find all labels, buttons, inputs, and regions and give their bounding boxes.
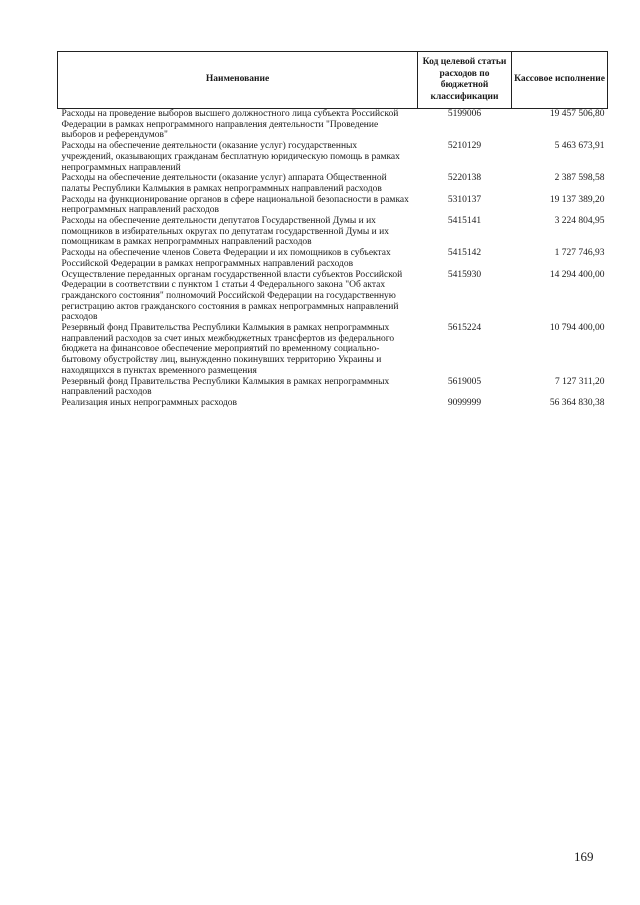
table-body (58, 109, 608, 409)
row-amount-cell: 2 387 598,58 (554, 173, 605, 184)
row-name-cell: Расходы на функционирование органов в сфере национальной безопасности в рамках непрограммных направлений расходов (61, 194, 409, 216)
budget-execution-table (57, 51, 608, 409)
table-row (58, 195, 608, 216)
row-amount-cell: 7 127 311,20 (554, 376, 605, 387)
page-number: 169 (574, 849, 594, 864)
row-name-cell: Расходы на обеспечение деятельности (оказание услуг) аппарата Общественной палаты Республики Калмыкия в рамках непрограммных направлений расходов (61, 173, 387, 194)
table-row (58, 323, 608, 377)
row-name-cell: Расходы на обеспечение членов Совета Федерации и их помощников в субъектах Российской Федерации в рамках непрограммных направлений расходов (61, 248, 391, 269)
row-amount-cell: 10 794 400,00 (549, 323, 605, 334)
row-code-cell: 5220138 (447, 173, 482, 184)
row-amount-cell: 1 727 746,93 (554, 248, 605, 259)
row-code-cell: 5619005 (447, 376, 482, 387)
table-row (58, 173, 608, 194)
table-row (58, 377, 608, 398)
row-code-cell: 5415142 (447, 248, 482, 259)
row-code-cell: 5310137 (447, 194, 482, 205)
table-row (58, 398, 608, 409)
header-amount: Кассовое исполнение (512, 52, 608, 109)
row-name-cell: Резервный фонд Правительства Республики Калмыкия в рамках непрограммных направлений расходов за счет иных межбюджетных трансфертов из федерального бюджета на финансовое обеспечение мероприятий по временному социально-бытовому обустройству лиц, вынужденно покинувших территорию Украины и находящихся в пунктах временного размещения (61, 323, 395, 376)
table-row (58, 109, 608, 142)
row-code-cell: 5615224 (447, 323, 482, 334)
row-code-cell: 9099999 (447, 397, 482, 408)
table-header-row (58, 52, 608, 109)
row-code-cell: 5210129 (447, 141, 482, 152)
row-code-cell: 5199006 (447, 109, 482, 119)
row-amount-cell: 5 463 673,91 (554, 141, 605, 152)
table-row (58, 141, 608, 173)
row-amount-cell: 19 137 389,20 (549, 194, 605, 205)
row-code-cell: 5415141 (447, 216, 482, 227)
header-code: Код целевой статьи расходов по бюджетной классификации (418, 52, 512, 109)
table-row (58, 270, 608, 324)
row-amount-cell: 3 224 804,95 (554, 216, 605, 227)
row-amount-cell: 19 457 506,80 (549, 109, 605, 119)
header-name: Наименование (58, 52, 418, 109)
row-name-cell: Расходы на обеспечение деятельности (оказание услуг) государственных учреждений, оказывающих гражданам бесплатную юридическую помощь в рамках непрограммных направлений (61, 141, 400, 173)
row-name-cell: Расходы на проведение выборов высшего должностного лица субъекта Российской Федерации в рамках непрограммного направления деятельности "Проведение выборов и референдумов" (61, 109, 399, 141)
row-name-cell: Реализация иных непрограммных расходов (61, 397, 238, 408)
table-row (58, 216, 608, 248)
row-name-cell: Расходы на обеспечение деятельности депутатов Государственной Думы и их помощников в избирательных округах по депутатам государственной Думы и их помощникам в рамках непрограммных направлений расходов (61, 216, 389, 248)
row-name-cell: Резервный фонд Правительства Республики Калмыкия в рамках непрограммных направлений расходов (61, 376, 390, 398)
table-row (58, 248, 608, 269)
row-amount-cell: 56 364 830,38 (549, 397, 605, 408)
row-name-cell: Осуществление переданных органам государственной власти субъектов Российской Федерации в соответствии с пунктом 1 статьи 4 Федерального закона "Об актах гражданского состояния" полномочий Российской Федерации на государственную регистрацию актов гражданского состояния в рамках непрограммных направлений расходов (61, 269, 403, 323)
row-code-cell: 5415930 (447, 269, 482, 280)
row-amount-cell: 14 294 400,00 (549, 269, 605, 280)
